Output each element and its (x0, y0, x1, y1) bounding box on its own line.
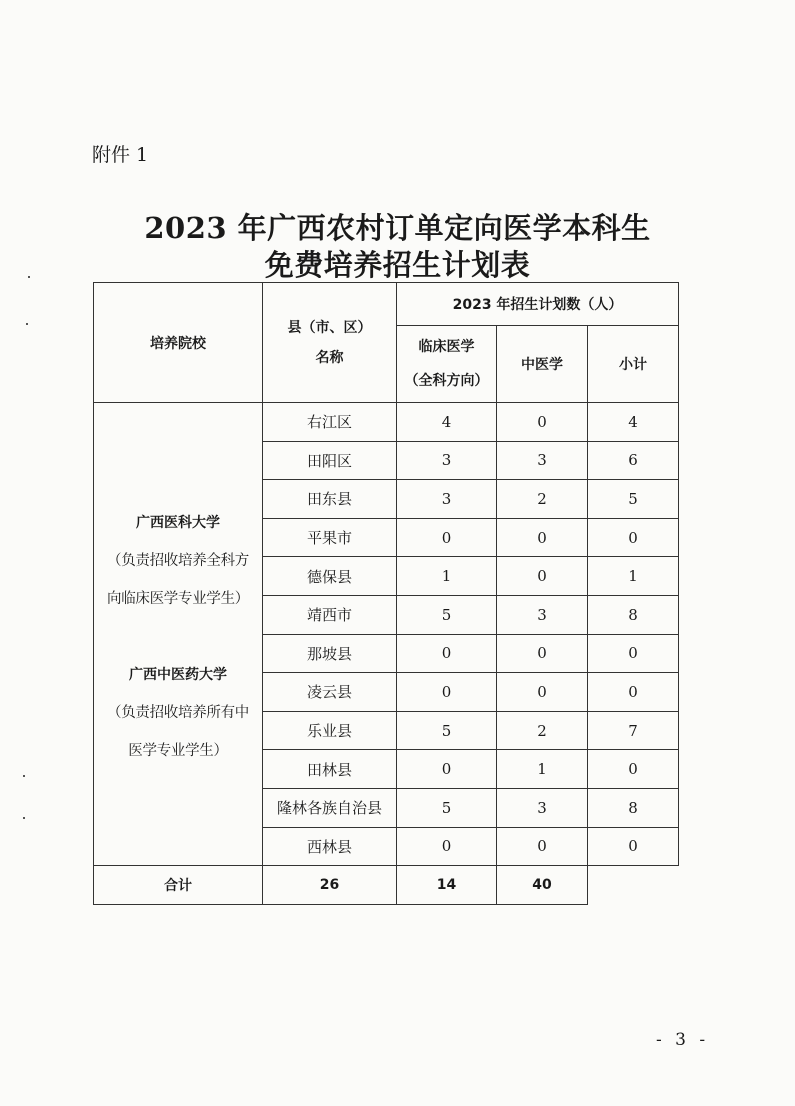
title-line-1: 2023 年广西农村订单定向医学本科生 (144, 211, 651, 245)
county-name: 乐业县 (263, 711, 397, 750)
subtotal-count: 7 (588, 711, 679, 750)
subtotal-count: 6 (588, 441, 679, 480)
subtotal-count: 0 (588, 518, 679, 557)
header-county-line2: 名称 (315, 349, 344, 366)
total-label: 合计 (94, 866, 263, 905)
tcm-count: 3 (497, 441, 588, 480)
county-name: 平果市 (263, 518, 397, 557)
tcm-count: 3 (497, 595, 588, 634)
subtotal-count: 0 (588, 634, 679, 673)
school-2-name: 广西中医药大学 (129, 667, 227, 684)
clinical-count: 5 (397, 711, 497, 750)
tcm-count: 0 (497, 557, 588, 596)
scan-speck (23, 775, 25, 777)
clinical-count: 0 (397, 827, 497, 866)
clinical-count: 3 (397, 441, 497, 480)
total-clinical: 26 (263, 866, 397, 905)
school-1-note-line1: （负责招收培养全科方 (107, 553, 249, 570)
county-name: 靖西市 (263, 595, 397, 634)
clinical-count: 5 (397, 595, 497, 634)
table-row (94, 403, 679, 442)
clinical-count: 3 (397, 480, 497, 519)
header-tcm: 中医学 (497, 326, 588, 403)
county-name: 那坡县 (263, 634, 397, 673)
clinical-count: 1 (397, 557, 497, 596)
clinical-count: 5 (397, 788, 497, 827)
school-cell (94, 403, 263, 866)
tcm-count: 0 (497, 673, 588, 712)
county-name: 田林县 (263, 750, 397, 789)
tcm-count: 0 (497, 827, 588, 866)
school-1-name: 广西医科大学 (136, 515, 220, 532)
total-row (94, 866, 679, 905)
total-subtotal: 40 (497, 866, 588, 905)
clinical-count: 4 (397, 403, 497, 442)
county-name: 隆林各族自治县 (263, 788, 397, 827)
tcm-count: 0 (497, 518, 588, 557)
subtotal-count: 0 (588, 750, 679, 789)
county-name: 西林县 (263, 827, 397, 866)
attachment-label: 附件 1 (92, 144, 149, 166)
header-clinical-line1: 临床医学 (418, 339, 475, 355)
clinical-count: 0 (397, 673, 497, 712)
subtotal-count: 1 (588, 557, 679, 596)
subtotal-count: 0 (588, 827, 679, 866)
enrollment-plan-table (93, 282, 679, 905)
tcm-count: 0 (497, 634, 588, 673)
page-number: - 3 - (656, 1030, 710, 1050)
county-name: 右江区 (263, 403, 397, 442)
title-line-2: 免费培养招生计划表 (264, 248, 531, 282)
header-county (263, 283, 397, 403)
scan-speck (23, 817, 25, 819)
tcm-count: 2 (497, 480, 588, 519)
tcm-count: 3 (497, 788, 588, 827)
subtotal-count: 8 (588, 788, 679, 827)
tcm-count: 1 (497, 750, 588, 789)
header-county-line1: 县（市、区） (287, 319, 372, 336)
county-name: 德保县 (263, 557, 397, 596)
subtotal-count: 4 (588, 403, 679, 442)
tcm-count: 0 (497, 403, 588, 442)
total-tcm: 14 (397, 866, 497, 905)
clinical-count: 0 (397, 750, 497, 789)
header-school: 培养院校 (94, 283, 263, 403)
scan-speck (28, 276, 30, 278)
school-1-note-line2: 向临床医学专业学生） (107, 591, 249, 608)
scan-speck (26, 323, 28, 325)
subtotal-count: 0 (588, 673, 679, 712)
clinical-count: 0 (397, 634, 497, 673)
subtotal-count: 8 (588, 595, 679, 634)
header-subtotal: 小计 (588, 326, 679, 403)
subtotal-count: 5 (588, 480, 679, 519)
school-2-note-line2: 医学专业学生） (128, 743, 228, 760)
school-2-note-line1: （负责招收培养所有中 (107, 705, 249, 722)
header-clinical-line2: （全科方向） (404, 373, 489, 389)
clinical-count: 0 (397, 518, 497, 557)
county-name: 凌云县 (263, 673, 397, 712)
header-clinical (397, 326, 497, 403)
county-name: 田阳区 (263, 441, 397, 480)
county-name: 田东县 (263, 480, 397, 519)
header-plan-group: 2023 年招生计划数（人） (397, 283, 679, 326)
tcm-count: 2 (497, 711, 588, 750)
